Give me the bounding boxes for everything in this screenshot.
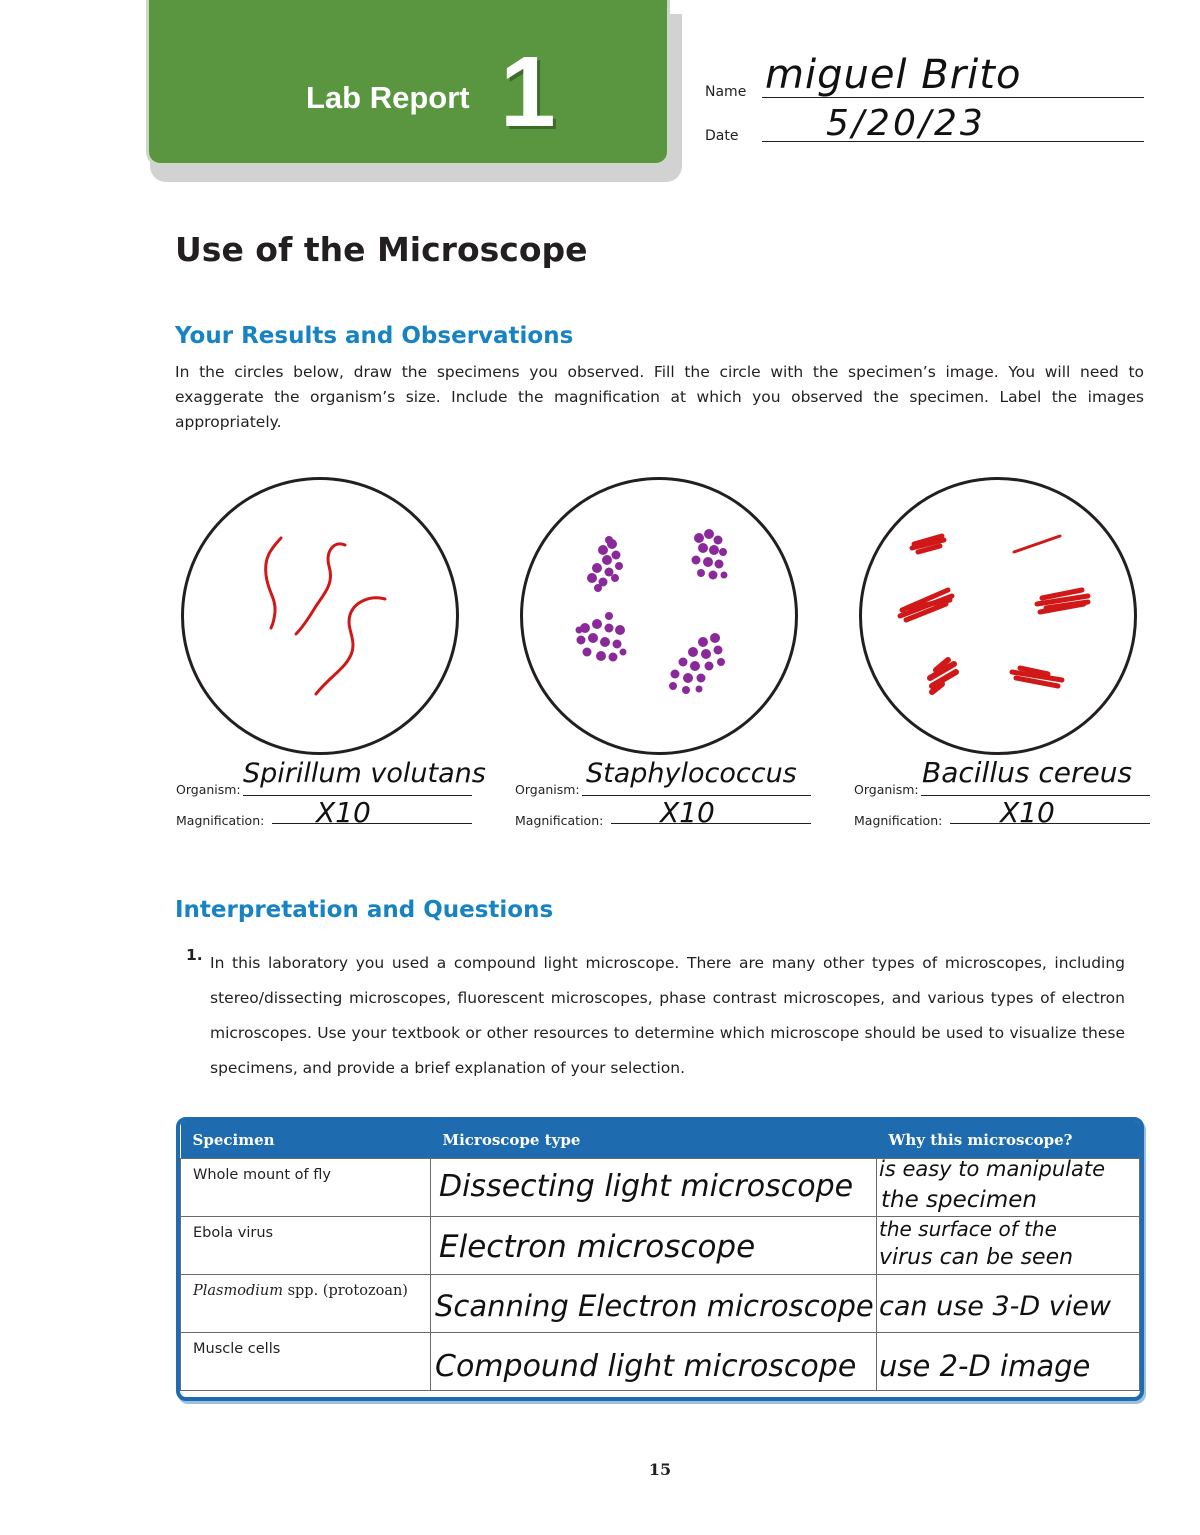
cluster-2 (692, 529, 728, 580)
organism-value-1[interactable]: Spirillum volutans (243, 758, 486, 789)
lab-report-title: Lab Report (306, 80, 470, 115)
cluster-1 (587, 536, 623, 592)
cluster-3 (576, 612, 627, 662)
staphylococcus-drawing (523, 480, 795, 752)
organism-value-3[interactable]: Bacillus cereus (922, 756, 1133, 789)
specimen-cell: Plasmodium spp. (protozoan) (181, 1275, 431, 1333)
name-field[interactable]: miguel Brito (765, 52, 1022, 98)
table-row (181, 1217, 1140, 1275)
date-label: Date (705, 128, 739, 144)
page-title: Use of the Microscope (175, 230, 588, 269)
results-heading: Your Results and Observations (175, 323, 574, 349)
magnification-value-1[interactable]: X10 (316, 796, 371, 829)
magnification-line-1 (272, 823, 472, 824)
bacillus-drawing (862, 480, 1134, 752)
specimen-circle-2[interactable] (520, 477, 798, 755)
col-header-microscope-type: Microscope type (431, 1121, 877, 1159)
lab-report-number: 1 (500, 36, 556, 148)
specimen-circle-3[interactable] (859, 477, 1137, 755)
organism-label-1: Organism: (176, 782, 241, 797)
results-instructions: In the circles below, draw the specimens you observed. Fill the circle with the specimen’s image. You will need to exaggerate the organism’s size. Include the magnification at which you observed the specimen. Label the images appropriately. (175, 363, 1144, 431)
table-row (181, 1159, 1140, 1217)
why-cell[interactable]: can use 3-D view (877, 1275, 1140, 1333)
microscope-type-cell[interactable]: Scanning Electron microscope (431, 1275, 877, 1333)
table-header-row (181, 1121, 1140, 1159)
organism-label-3: Organism: (854, 782, 919, 797)
microscope-type-cell[interactable]: Compound light microscope (431, 1333, 877, 1391)
specimen-cell: Muscle cells (181, 1333, 431, 1391)
question-1-text: In this laboratory you used a compound light microscope. There are many other types of microscopes, including stereo/dissecting microscopes, fluorescent microscopes, phase contrast microscopes, and various types of electron microscopes. Use your textbook or other resources to determine which microscope should be used to visualize these specimens, and provide a brief explanation of your selection. (210, 954, 1125, 1077)
question-1-number: 1. (186, 946, 203, 964)
cluster-4 (669, 633, 725, 694)
why-cell[interactable]: the surface of the virus can be seen (877, 1217, 1140, 1275)
col-header-why: Why this microscope? (877, 1121, 1140, 1159)
microscope-type-cell[interactable]: Electron microscope (431, 1217, 877, 1275)
microscope-type-cell[interactable]: Dissecting light microscope (431, 1159, 877, 1217)
name-label: Name (705, 84, 747, 100)
magnification-value-2[interactable]: X10 (660, 796, 715, 829)
page-number: 15 (648, 1460, 672, 1479)
table-row (181, 1333, 1140, 1391)
spirillum-drawing (184, 480, 456, 752)
table-row (181, 1275, 1140, 1333)
why-cell[interactable]: is easy to manipulate the specimen (877, 1159, 1140, 1217)
organism-label-2: Organism: (515, 782, 580, 797)
specimen-circle-1[interactable] (181, 477, 459, 755)
microscope-table (176, 1117, 1144, 1401)
magnification-label-3: Magnification: (854, 813, 943, 828)
specimen-cell: Ebola virus (181, 1217, 431, 1275)
interpretation-heading: Interpretation and Questions (175, 897, 554, 923)
magnification-label-2: Magnification: (515, 813, 604, 828)
col-header-specimen: Specimen (181, 1121, 431, 1159)
specimen-cell: Whole mount of fly (181, 1159, 431, 1217)
why-cell[interactable]: use 2-D image (877, 1333, 1140, 1391)
magnification-label-1: Magnification: (176, 813, 265, 828)
date-field[interactable]: 5/20/23 (826, 103, 986, 144)
organism-value-2[interactable]: Staphylococcus (586, 758, 797, 789)
magnification-value-3[interactable]: X10 (1000, 796, 1055, 829)
